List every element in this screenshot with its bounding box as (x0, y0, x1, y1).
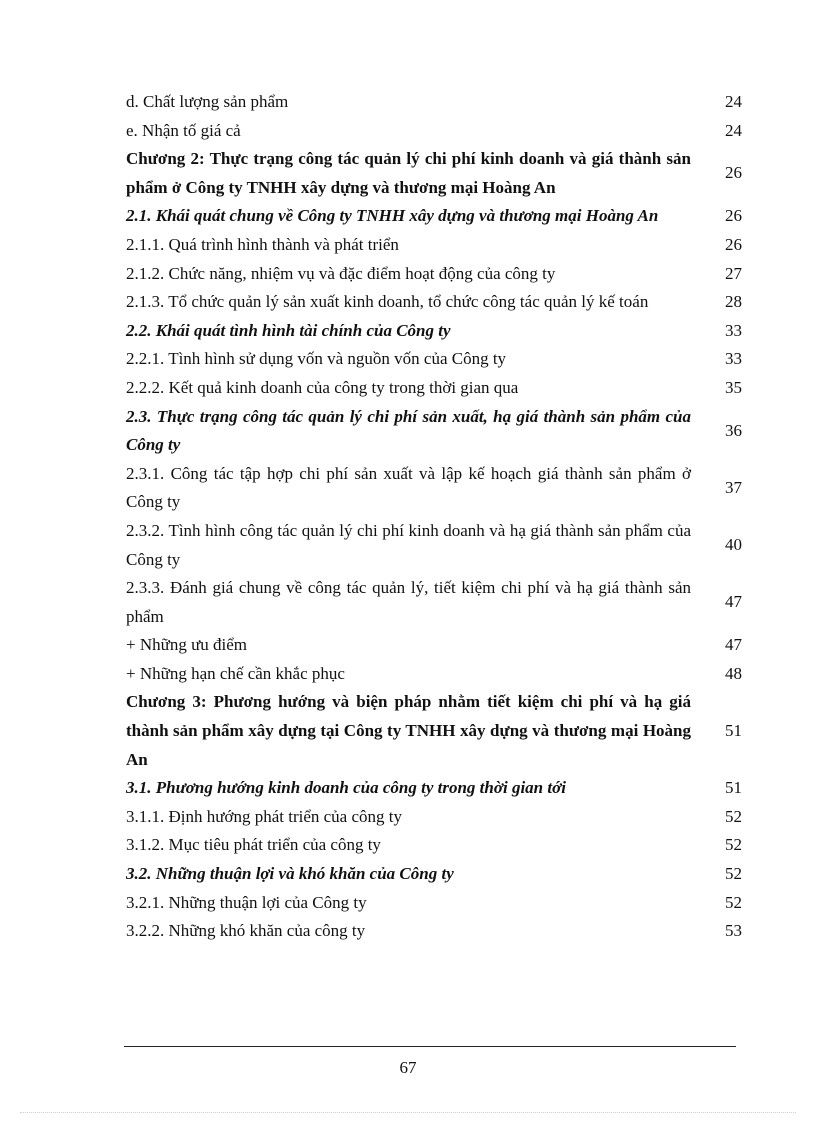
toc-entry (126, 631, 742, 660)
toc-entry (126, 860, 742, 889)
toc-entry-page: 35 (725, 377, 742, 397)
toc-entry (126, 917, 742, 946)
toc-entry (126, 517, 742, 574)
toc-entry (126, 403, 742, 460)
page-number: 67 (399, 1058, 417, 1077)
page-bottom-edge (20, 1112, 796, 1113)
toc-entry-page: 51 (725, 721, 742, 741)
toc-entry-page: 26 (725, 163, 742, 183)
toc-entry-page: 52 (725, 864, 742, 884)
toc-entry-title: 2.1.2. Chức năng, nhiệm vụ và đặc điểm hoạt động của công ty (126, 263, 556, 283)
toc-entry-page: 33 (725, 349, 742, 369)
toc-entry-title: 2.3.1. Công tác tập hợp chi phí sản xuất và lập kế hoạch giá thành sản phẩm ở Công ty (126, 463, 691, 512)
toc-entry-page: 52 (725, 806, 742, 826)
toc-entry-page: 47 (725, 635, 742, 655)
toc-entry (126, 88, 742, 117)
toc-entry (126, 831, 742, 860)
toc-entry-page: 40 (725, 535, 742, 555)
toc-entry-title: 3.1.1. Định hướng phát triển của công ty (126, 806, 402, 826)
toc-entry-title: 3.2.2. Những khó khăn của công ty (126, 921, 366, 941)
toc-entry (126, 231, 742, 260)
toc-entry-title: Chương 2: Thực trạng công tác quản lý chi phí kinh doanh và giá thành sản phẩm ở Công ty TNHH xây dựng và thương mại Hoàng An (126, 149, 691, 197)
toc-entry-title: 2.3.2. Tình hình công tác quản lý chi phí kinh doanh và hạ giá thành sản phẩm của Công ty (126, 520, 691, 569)
toc-entry-title: 2.1. Khái quát chung về Công ty TNHH xây dựng và thương mại Hoàng An (126, 206, 659, 226)
toc-entry-title: + Những hạn chế cần khắc phục (126, 663, 345, 683)
toc-entry-page: 52 (725, 892, 742, 912)
toc-entry-page: 53 (725, 921, 742, 941)
toc-entry (126, 574, 742, 631)
toc-entry-title: 2.1.3. Tổ chức quản lý sản xuất kinh doanh, tổ chức công tác quản lý kế toán (126, 292, 649, 312)
toc-entry-title: 3.1. Phương hướng kinh doanh của công ty trong thời gian tới (126, 778, 566, 798)
toc-entry-page: 27 (725, 263, 742, 283)
toc-entry-page: 24 (725, 120, 742, 140)
toc-entry (126, 660, 742, 689)
toc-entry-page: 52 (725, 835, 742, 855)
toc-entry (126, 460, 742, 517)
toc-entry (126, 889, 742, 918)
toc-entry-page: 26 (725, 234, 742, 254)
toc-entry-title: 3.1.2. Mục tiêu phát triển của công ty (126, 835, 381, 855)
toc-entry-title: 2.2.2. Kết quả kinh doanh của công ty trong thời gian qua (126, 377, 519, 397)
toc-entry-title: + Những ưu điểm (126, 635, 248, 655)
toc-entry (126, 688, 742, 774)
toc-entry-title: Chương 3: Phương hướng và biện pháp nhằm tiết kiệm chi phí và hạ giá thành sản phẩm xây dựng tại Công ty TNHH xây dựng và thương mại Hoàng An (126, 692, 691, 769)
toc-entry (126, 345, 742, 374)
toc-entry-page: 51 (725, 778, 742, 798)
toc-entry-title: 3.2.1. Những thuận lợi của Công ty (126, 892, 367, 912)
toc-entry (126, 202, 742, 231)
toc-entry-page: 47 (725, 592, 742, 612)
toc-entry-title: 2.2.1. Tình hình sử dụng vốn và nguồn vốn của Công ty (126, 349, 507, 369)
toc-entry-page: 26 (725, 206, 742, 226)
toc-entry-title: 3.2. Những thuận lợi và khó khăn của Công ty (126, 864, 454, 884)
table-of-contents (126, 88, 742, 946)
toc-entry-title: 2.3. Thực trạng công tác quản lý chi phí sản xuất, hạ giá thành sản phẩm của Công ty (126, 406, 691, 455)
toc-entry (126, 774, 742, 803)
toc-entry-title: e. Nhận tố giá cả (126, 120, 241, 140)
toc-entry (126, 145, 742, 202)
toc-entry-page: 24 (725, 92, 742, 111)
toc-entry-title: 2.1.1. Quá trình hình thành và phát triển (126, 234, 399, 254)
toc-entry (126, 803, 742, 832)
toc-entry-title: d. Chất lượng sản phẩm (126, 92, 289, 111)
toc-entry-title: 2.3.3. Đánh giá chung về công tác quản lý, tiết kiệm chi phí và hạ giá thành sản phẩm (126, 578, 691, 626)
toc-entry (126, 317, 742, 346)
toc-entry-page: 37 (725, 478, 742, 498)
toc-entry-title: 2.2. Khái quát tình hình tài chính của Công ty (126, 320, 451, 340)
toc-entry-page: 28 (725, 292, 742, 312)
toc-entry (126, 260, 742, 289)
toc-entry (126, 288, 742, 317)
toc-entry-page: 36 (725, 420, 742, 440)
toc-entry-page: 48 (725, 663, 742, 683)
toc-entry (126, 117, 742, 146)
toc-entry (126, 374, 742, 403)
footer-divider (124, 1046, 736, 1047)
toc-entry-page: 33 (725, 320, 742, 340)
